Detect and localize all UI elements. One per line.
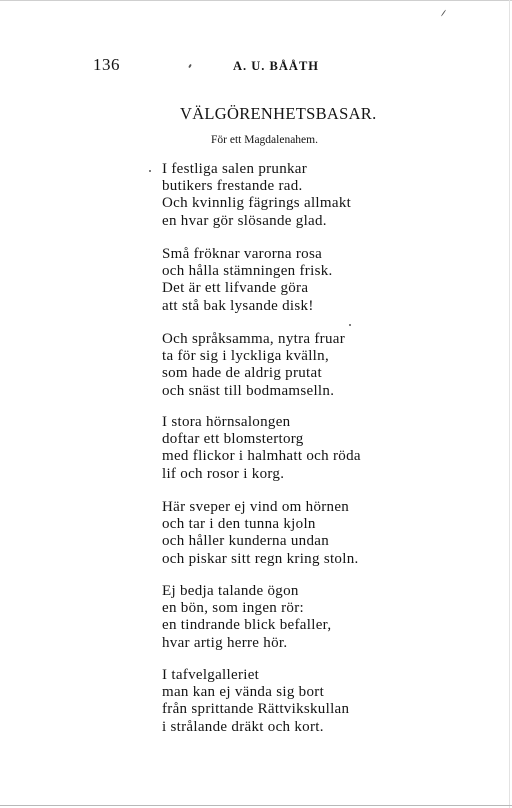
print-speck [188,64,192,68]
poem-line: lif och rosor i korg. [162,465,285,482]
poem-line: Små fröknar varorna rosa [162,246,323,262]
print-speck [149,170,151,172]
poem-subtitle: För ett Magdalenahem. [211,134,318,146]
stanza-6 [162,583,331,652]
poem-line: och snäst till bodmamselln. [162,382,335,399]
poem-line: Och kvinnlig fägrings allmakt [162,195,352,212]
poem-line: en tindrande blick befaller, [162,617,332,634]
poem-line: I stora hörnsalongen [162,414,291,430]
poem-line: och hålla stämningen frisk. [162,263,333,280]
poem-line: en bön, som ingen rör: [162,600,304,617]
poem-line: Ej bedja talande ögon [162,583,299,599]
stanza-2 [162,246,333,315]
poem-line: med flickor i halmhatt och röda [162,448,361,465]
print-speck [349,324,351,326]
poem-line: från sprittande Rättvikskullan [162,701,350,718]
page-number: 136 [93,55,120,74]
poem-line: och piskar sitt regn kring stoln. [162,550,359,567]
poem-line: som hade de aldrig prutat [162,365,322,382]
page-right-edge [509,0,510,808]
poem-line: en hvar gör slösande glad. [162,212,327,229]
poem-line: att stå bak lysande disk! [162,297,314,314]
poem-line: och tar i den tunna kjoln [162,516,316,533]
poem-line: man kan ej vända sig bort [162,684,325,701]
poem-line: hvar artig herre hör. [162,634,288,651]
poem-line: Det är ett lifvande göra [162,280,309,297]
page-top-edge [0,0,512,1]
poem-line: Och språksamma, nytra fruar [162,331,346,347]
poem-line: och håller kunderna undan [162,533,330,550]
poem-line: I festliga salen prunkar [162,161,308,177]
stanza-1 [162,161,351,230]
print-speck [441,9,446,16]
running-head: A. U. BÅÅTH [233,59,320,73]
poem-line: ta för sig i lyckliga kvälln, [162,348,329,365]
poem-line: butikers frestande rad. [162,178,303,195]
page-bottom-edge [0,805,512,806]
stanza-5 [162,499,359,568]
stanza-7 [162,667,349,736]
poem-line: I tafvelgalleriet [162,667,260,683]
poem-line: i strålande dräkt och kort. [162,718,324,735]
poem-line: doftar ett blomstertorg [162,431,304,448]
poem-title: VÄLGÖRENHETSBASAR. [180,104,377,123]
stanza-4 [162,414,361,483]
poem-line: Här sveper ej vind om hörnen [162,499,350,515]
stanza-3 [162,331,345,400]
